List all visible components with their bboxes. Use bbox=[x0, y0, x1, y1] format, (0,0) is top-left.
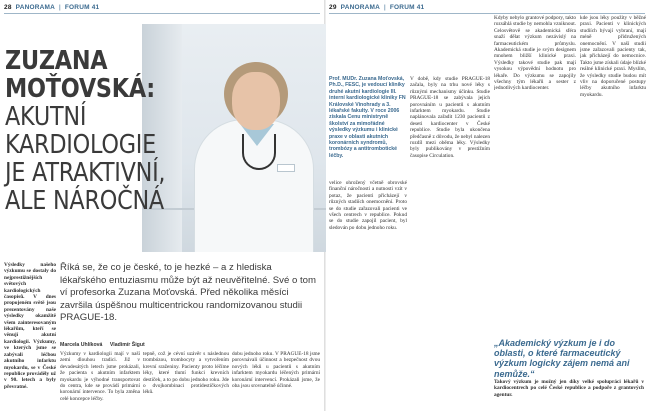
body-column-5: velice ohrožený včetně obrovské finanční náročnosti a nutnosti vzít v potaz, že pacienti přicházejí v různých stadiích onemocnění. Proto se do studie zařazovali pacienti ve všech centrech v republice. Pokud se do studie zapojil pacient, byl sledován po dobu jednoho roku. bbox=[329, 180, 407, 231]
body-column-6: V době, kdy studie PRAGUE-18 začala, byly na trhu nové léky s různými mechanismy účinku. Studie PRAGUE-18 se zabývala jejich porovnáním u pacientů s akutním infarktem myokardu. Studie naplánovala zařadit 1230 pacientů z deseti kardiocenter v České republice. Studie byla ukončena předčasně z důvodu, že nebyl nalezen rozdíl mezi oběma léky. Výsledky byly publikovány v prestižním časopise Circulation. bbox=[410, 76, 490, 159]
issue-name-right: FORUM 41 bbox=[389, 4, 425, 11]
byline-author: Marcela Uhlíková bbox=[60, 342, 103, 348]
article-lead: Říká se, že co je české, to je hezké – a z hlediska lékařského entuziasmu může být až neuvěřitelné. Své o tom ví profesorka Zuzana Moťovská. Před několika měsíci završila úspěšnou multicentrickou randomizovanou studii PRAGUE-18. bbox=[60, 262, 316, 324]
section-name-left: PANORAMA bbox=[15, 4, 55, 11]
headline-line-3: JE ATRAKTIVNÍ, bbox=[5, 158, 166, 188]
byline-photographer: Vladimír Šigut bbox=[109, 342, 145, 348]
article-headline bbox=[5, 47, 181, 215]
body-column-9: Takový výzkum je možný jen díky velké spolupráci lékařů v kardiocentrech po celé České republice a podpoře z grantových agentur. bbox=[494, 379, 644, 398]
body-column-3: tepně, což je cévní uzávěr s následnou trombózou, trombocyty a vytvořením krevní sraženiny. Pacienty proto léčíme léky, které tlumí funkci krevních destiček, a to po dobu jednoho roku. Jde o dvojkombinaci protidestičkových léků. bbox=[143, 351, 229, 396]
body-column-8: kde jsou léky použity v běžné praxi. Pacienti v klinických studiích bývají vybraní, mají méně přidružených onemocnění. V naší studii jsme zařazovali pacienty tak, jak přicházejí do nemocnice. Takto jsme získali údaje blízké reálné klinické praxi. Myslím, že výsledky studie budou mít vliv na doporučené postupy léčby akutního infarktu myokardu. bbox=[580, 15, 646, 98]
page-header-left bbox=[4, 4, 99, 11]
photo-face bbox=[232, 72, 280, 130]
header-divider-left: | bbox=[58, 4, 61, 11]
body-column-7: Kdyby nebylo grantové podpory, takto rozsáhlá studie by nemohla vzniknout. Celosvětově se akademická sféra snaží dělat výzkum nezávislý na farmaceutickém průmyslu. Akademická studie je svým designem mnohem bližší klinické praxi. Výsledky takové studie pak mají vysokou výpovědní hodnotu pro lékaře. Do výzkumu se zapojily všechny tým lékařů a sester z jednotlivých kardiocenter. bbox=[494, 15, 576, 92]
body-column-4: dobu jednoho roku. V PRAGUE-18 jsme porovnávali účinnost a bezpečnost dvou nových léků u pacientů s akutním infarktem myokardu léčených primární koronární intervencí. Prokázali jsme, že oba jsou srovnatelně účinné. bbox=[232, 351, 320, 390]
headline-line-4: ALE NÁROČNÁ bbox=[5, 186, 164, 216]
photo-caption: Prof. MUDr. Zuzana Moťovská, Ph.D., FESC, je vedoucí kliniky druhé akutní kardiologie III. interní kardiologické kliniky FN Královské Vinohrady a 3. lékařské fakulty. V roce 2006 získala Cenu ministryně školství za mimořádné výsledky výzkumu i klinické praxe v oblasti akutních koronárních syndromů, trombózy a antitrombotické léčby. bbox=[329, 76, 406, 159]
body-column-1: Výsledky našeho výzkumu se dostaly do nejprestižnějších světových kardiologických časopisů. V dnes propojeném světě jsou prezentovány naše výsledky okamžitě všem zainteresovaným lékařům, kteří se věnují akutní kardiologii. Výzkumy, ve kterých jsme se zabývali léčbou akutního infarktu myokardu, se v České republice prováděly už v 90. letech a byly převratné. bbox=[4, 262, 56, 390]
pull-quote: „Akademický výzkum je i do oblasti, o které farmaceutický výzkum logicky zájem nemá ani nemůže.“ bbox=[494, 338, 644, 379]
headline-line-1: ZUZANA MOŤOVSKÁ: bbox=[5, 46, 156, 104]
body-column-2: Výzkumy v kardiologii mají v naší zemi dlouhou tradici. Již v devadesátých letech jsme prokázali, že pacienta s akutním infarktem myokardu je výhodné transportovat do centra, kde se provádí primární koronární intervence. To byla změna celé koncepce léčby. bbox=[60, 351, 140, 402]
header-divider-right: | bbox=[383, 4, 386, 11]
page-number-right: 29 bbox=[329, 4, 337, 11]
article-byline bbox=[60, 342, 145, 348]
stethoscope-icon bbox=[242, 134, 276, 170]
photo-name-badge bbox=[277, 164, 295, 172]
page-number-left: 28 bbox=[4, 4, 12, 11]
header-rule-left bbox=[4, 13, 320, 14]
headline-line-2: AKUTNÍ KARDIOLOGIE bbox=[5, 102, 156, 160]
header-rule-right bbox=[329, 13, 645, 14]
byline-photographer-wrap bbox=[110, 342, 145, 348]
issue-name-left: FORUM 41 bbox=[64, 4, 100, 11]
page-header-right bbox=[329, 4, 424, 11]
section-name-right: PANORAMA bbox=[340, 4, 380, 11]
